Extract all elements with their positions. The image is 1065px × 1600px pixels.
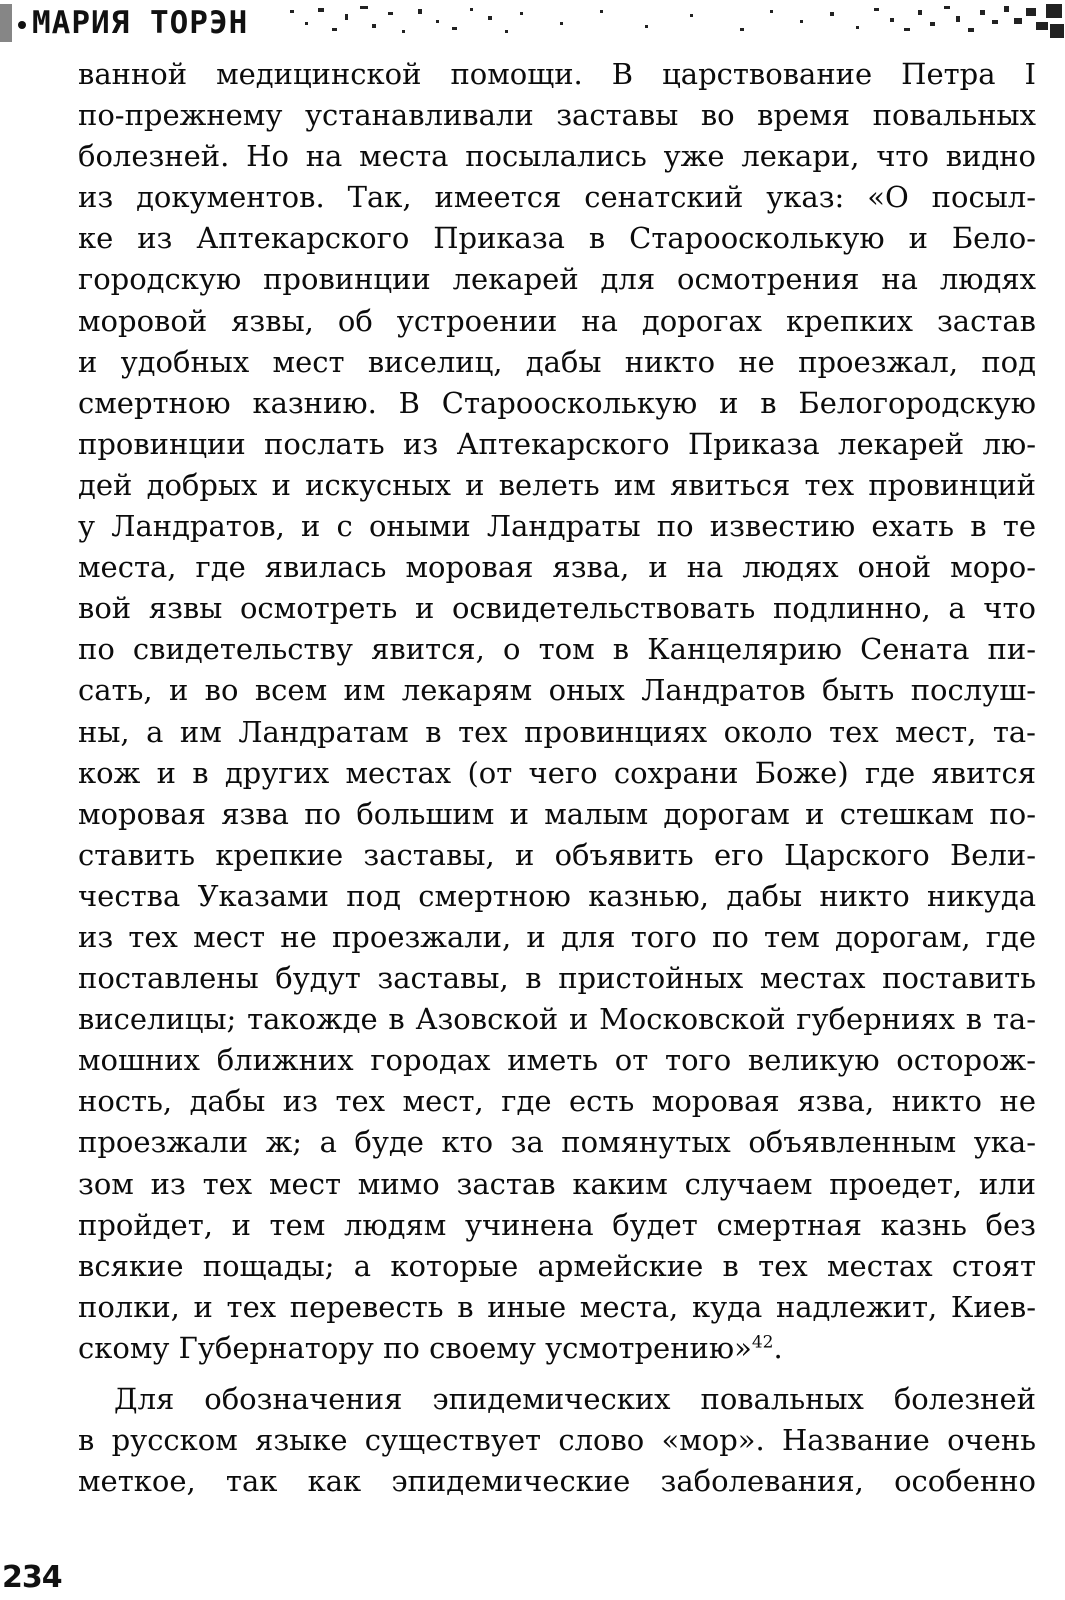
- text-line: городскую провинции лекарей для осмотрения на людях: [78, 262, 1036, 297]
- text-line: места, где явилась моровая язва, и на людях оной моро-: [78, 550, 1036, 585]
- bullet-icon: [18, 21, 26, 29]
- text-line: чества Указами под смертною казнью, дабы никто никуда: [78, 878, 1036, 913]
- text-line: Для обозначения эпидемических повальных болезней: [114, 1382, 1036, 1416]
- text-line: моровая язва по большим и малым дорогам и стешкам по-: [78, 796, 1036, 831]
- text-line: дей добрых и искусных и велеть им явиться тех провинций: [78, 467, 1036, 502]
- text-line: смертною казнию. В Староосколькую и в Белогородскую: [78, 385, 1036, 420]
- text-line: из документов. Так, имеется сенатский указ: «О посыл-: [78, 180, 1036, 215]
- text-line: болезней. Но на места посылались уже лекари, что видно: [78, 139, 1036, 174]
- text-line: меткое, так как эпидемические заболевания, особенно: [78, 1464, 1036, 1499]
- text-line: поставлены будут заставы, в пристойных местах поставить: [78, 961, 1036, 996]
- paragraph-gap: [78, 1369, 1036, 1379]
- running-header: [0, 0, 1065, 46]
- footnote-ref[interactable]: 42: [751, 1332, 774, 1353]
- text-line: ность, дабы из тех мест, где есть моровая язва, никто не: [78, 1084, 1036, 1119]
- running-title: [14, 6, 254, 40]
- text-line: виселицы; такожде в Азовской и Московской губерниях в та-: [78, 1002, 1036, 1037]
- text-line: вой язвы осмотреть и освидетельствовать подлинно, а что: [78, 591, 1036, 626]
- text-line: из тех мест не проезжали, и для того по тем дорогам, где: [78, 919, 1036, 954]
- text-line-content: скому Губернатору по своему усмотрению»: [78, 1330, 752, 1365]
- running-title-text: МАРИЯ ТОРЭН: [32, 5, 249, 41]
- text-line: всякие пощады; а которые армейские в тех местах стоят: [78, 1248, 1036, 1283]
- text-line: в русском языке существует слово «мор». Название очень: [78, 1423, 1036, 1458]
- paragraph: [78, 54, 1036, 1369]
- text-line: мошних ближних городах иметь от того великую осторож-: [78, 1043, 1036, 1078]
- text-line: ны, а им Ландратам в тех провинциях около тех мест, та-: [78, 714, 1036, 749]
- text-line: ке из Аптекарского Приказа в Староосколькую и Бело-: [78, 221, 1036, 256]
- page-number: 234: [2, 1560, 62, 1595]
- text-line: пройдет, и тем людям учинена будет смертная казнь без: [78, 1207, 1036, 1242]
- text-line: кож и в других местах (от чего сохрани Боже) где явится: [78, 755, 1036, 790]
- text-line: ставить крепкие заставы, и объявить его Царского Вели-: [78, 837, 1036, 872]
- text-line: у Ландратов, и с оными Ландраты по известию ехать в те: [78, 509, 1036, 544]
- text-line: по свидетельству явится, о том в Канцелярию Сената пи-: [78, 632, 1036, 667]
- body-text: [78, 54, 1036, 1502]
- text-line: сать, и во всем им лекарям оных Ландратов быть послуш-: [78, 673, 1036, 708]
- text-line: ванной медицинской помощи. В царствование Петра I: [78, 57, 1036, 91]
- closing-punctuation: .: [773, 1330, 783, 1365]
- text-line: моровой язвы, об устроении на дорогах крепких застав: [78, 303, 1036, 338]
- text-line-last: [78, 1328, 1036, 1369]
- text-line: полки, и тех перевесть в иные места, куда надлежит, Киев-: [78, 1289, 1036, 1324]
- text-line: проезжали ж; а буде кто за помянутых объявленным ука-: [78, 1125, 1036, 1160]
- text-line: провинции послать из Аптекарского Приказа лекарей лю-: [78, 426, 1036, 461]
- text-line: по-прежнему устанавливали заставы во время повальных: [78, 98, 1036, 133]
- text-line: зом из тех мест мимо застав каким случаем проедет, или: [78, 1166, 1036, 1201]
- text-line: и удобных мест виселиц, дабы никто не проезжал, под: [78, 344, 1036, 379]
- paragraph: [78, 1379, 1036, 1502]
